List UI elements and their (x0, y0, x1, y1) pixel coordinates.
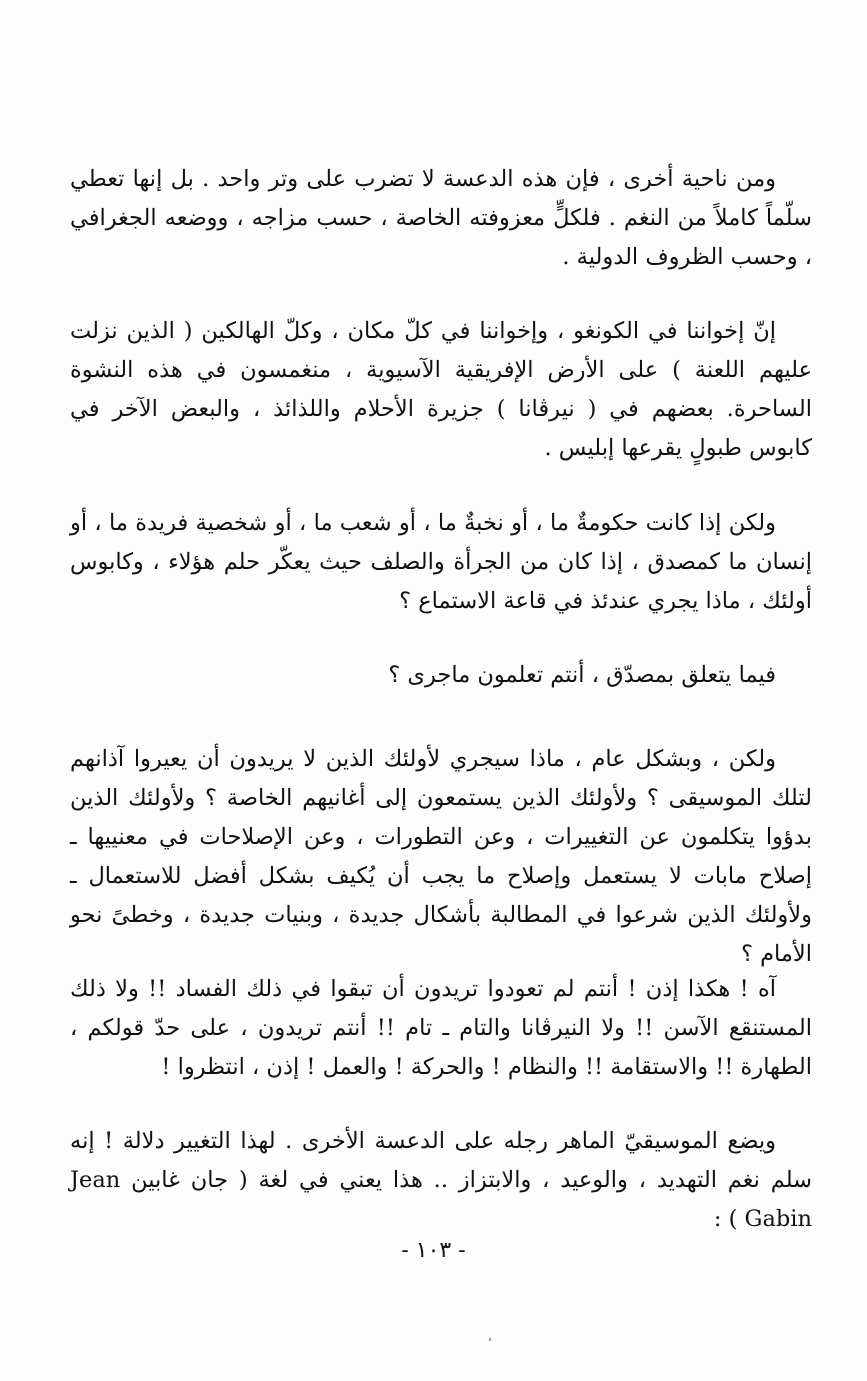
scan-speck (489, 1338, 491, 1341)
paragraph-7 (70, 1122, 812, 1239)
paragraph-6 (70, 970, 812, 1087)
paragraph-5 (70, 740, 812, 974)
paragraph-2 (70, 312, 812, 468)
paragraph-text: ولكن ، وبشكل عام ، ماذا سيجري لأولئك الذين لا يريدون أن يعيروا آذانهم لتلك الموسيقى ؟ ولأولئك الذين يستمعون إلى أغانيهم الخاصة ؟ ولأولئك الذين بدؤوا يتكلمون عن التغييرات ، وعن التطورات ، وعن الإصلاحات في معنييها ـ إصلاح مابات لا يستعمل وإصلاح ما يجب أن يُكيف بشكل أفضل للاستعمال ـ ولأولئك الذين شرعوا في المطالبة بأشكال جديدة ، وبنيات جديدة ، وخطىً نحو الأمام ؟ (70, 746, 812, 967)
paragraph-text: ومن ناحية أخرى ، فإن هذه الدعسة لا تضرب على وتر واحد . بل إنها تعطي سلّماً كاملاً من النغم . فلكلٍّ معزوفته الخاصة ، حسب مزاجه ، ووضعه الجغرافي ، وحسب الظروف الدولية . (70, 166, 812, 270)
page-number: - ١٠٣ - (401, 1238, 466, 1263)
paragraph-text: ولكن إذا كانت حكومةٌ ما ، أو نخبةٌ ما ، أو شعب ما ، أو شخصية فريدة ما ، أو إنسان ما كمصدق ، إذا كان من الجرأة والصلف حيث يعكّر حلم هؤلاء ، وكابوس أولئك ، ماذا يجري عندئذ في قاعة الاستماع ؟ (70, 510, 812, 614)
paragraph-1 (70, 160, 812, 277)
paragraph-text: ويضع الموسيقيّ الماهر رجله على الدعسة الأخرى . لهذا التغيير دلالة ! إنه سلم نغم التهديد ، والوعيد ، والابتزاز .. هذا يعني في لغة ( جان غابين Jean Gabin ) : (70, 1128, 812, 1232)
paragraph-3 (70, 504, 812, 621)
paragraph-4 (70, 656, 812, 695)
paragraph-text: فيما يتعلق بمصدّق ، أنتم تعلمون ماجرى ؟ (388, 662, 776, 688)
paragraph-text: آه ! هكذا إذن ! أنتم لم تعودوا تريدون أن تبقوا في ذلك الفساد !! ولا ذلك المستنقع الآسن !! ولا النيرڤانا والتام ـ تام !! أنتم تريدون ، على حدّ قولكم ، الطهارة !! والاستقامة !! والنظام ! والحركة ! والعمل ! إذن ، انتظروا ! (70, 976, 812, 1080)
paragraph-text: إنّ إخواننا في الكونغو ، وإخواننا في كلّ مكان ، وكلّ الهالكين ( الذين نزلت عليهم اللعنة ) على الأرض الإفريقية الآسيوية ، منغمسون في هذه النشوة الساحرة. بعضهم في ( نيرڤانا ) جزيرة الأحلام واللذائذ ، والبعض الآخر في كابوس طبولٍ يقرعها إبليس . (70, 318, 812, 461)
